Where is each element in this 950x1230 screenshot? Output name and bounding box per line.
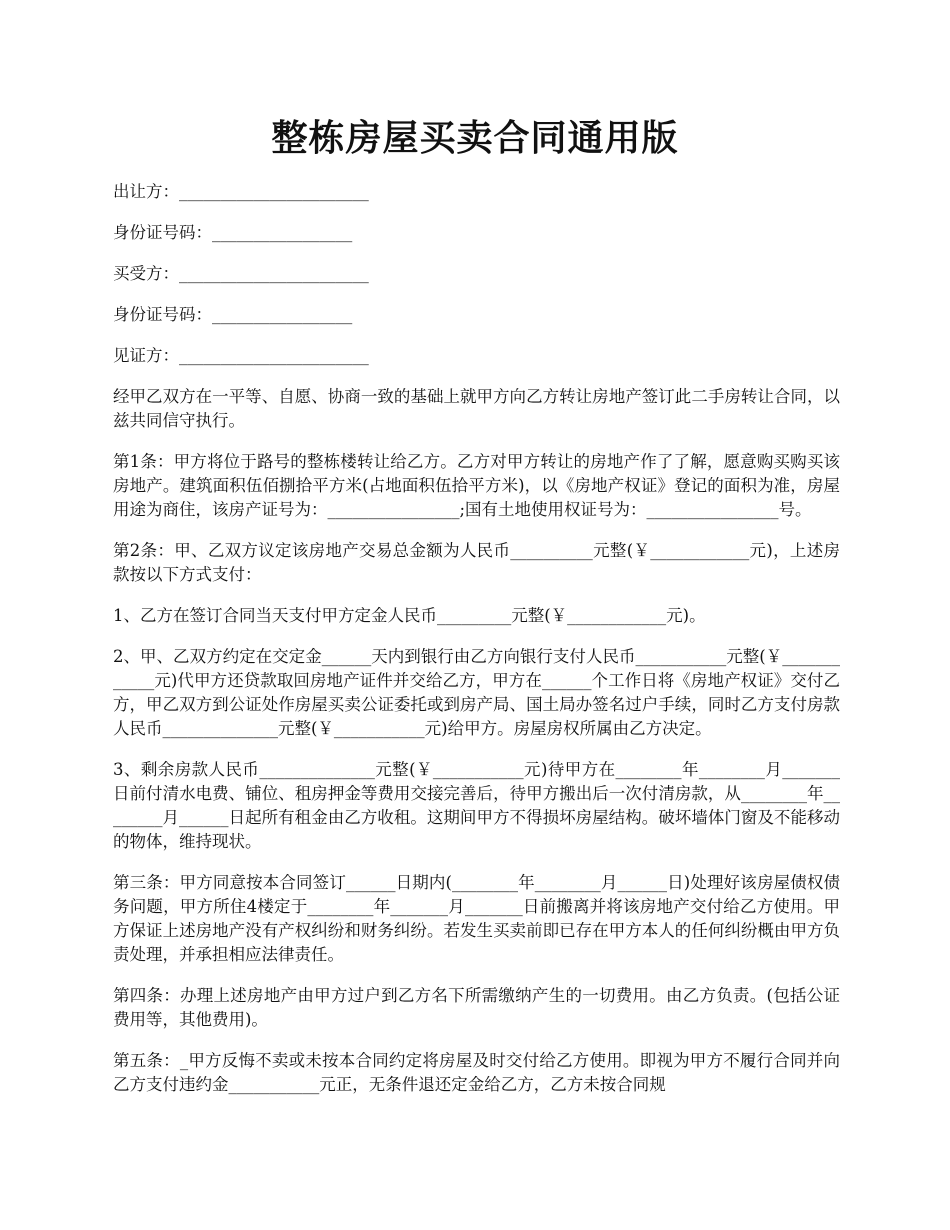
payment-3-paragraph: 3、剩余房款人民币______________元整(￥___________元)待甲方在________年________月_______日前付清水电费、铺位、租房押金等费用交接完善后，待甲方搬出后一次付清房款，从________年________月______日起所有租金由乙方收租。这期间甲方不得损坏房屋结构。破坏墙体门窗及不能移动的物体，维持现状。 [113,760,840,851]
buyer-id-field: 身份证号码：_________________ [113,305,353,324]
seller-id-field: 身份证号码：_________________ [113,223,353,242]
seller-field: 出让方：_______________________ [113,182,369,201]
payment-1-paragraph: 1、乙方在签订合同当天支付甲方定金人民币_________元整(￥____________元)。 [113,606,706,625]
buyer-field: 买受方：_______________________ [113,264,369,283]
document-title: 整栋房屋买卖合同通用版 [271,117,679,159]
clause-1-paragraph: 第1条：甲方将位于路号的整栋楼转让给乙方。乙方对甲方转让的房地产作了了解，愿意购买购买该房地产。建筑面积伍佰捌拾平方米(占地面积伍拾平方米)，以《房地产权证》登记的面积为准，房屋用途为商住，该房产证号为：________________;国有土地使用权证号为：________________号。 [113,452,840,519]
payment-2-paragraph: 2、甲、乙双方约定在交定金______天内到银行由乙方向银行支付人民币___________元整(￥____________元)代甲方还贷款取回房地产证件并交给乙方，甲方在______个工作日将《房地产权证》交付乙方，甲乙双方到公证处作房屋买卖公证委托或到房产局、国土局办签名过户手续，同时乙方支付房款人民币______________元整(￥___________元)给甲方。房屋房权所属由乙方决定。 [113,647,840,738]
intro-paragraph: 经甲乙双方在一平等、自愿、协商一致的基础上就甲方向乙方转让房地产签订此二手房转让合同，以兹共同信守执行。 [113,387,840,430]
document-body [113,180,840,1114]
clause-3-paragraph: 第三条：甲方同意按本合同签订______日期内(________年________月______日)处理好该房屋债权债务问题，甲方所住4楼定于________年_______月_______日前搬离并将该房地产交付给乙方使用。甲方保证上述房地产没有产权纠纷和财务纠纷。若发生买卖前即已存在甲方本人的任何纠纷概由甲方负责处理，并承担相应法律责任。 [113,873,840,964]
witness-field: 见证方：_______________________ [113,346,369,365]
clause-5-paragraph: 第五条：_甲方反悔不卖或未按本合同约定将房屋及时交付给乙方使用。即视为甲方不履行合同并向乙方支付违约金___________元正，无条件退还定金给乙方，乙方未按合同规 [113,1051,840,1094]
clause-2-paragraph: 第2条：甲、乙双方议定该房地产交易总金额为人民币__________元整(￥____________元)，上述房款按以下方式支付： [113,541,840,584]
clause-4-paragraph: 第四条：办理上述房地产由甲方过户到乙方名下所需缴纳产生的一切费用。由乙方负责。(包括公证费用等，其他费用)。 [113,986,840,1029]
